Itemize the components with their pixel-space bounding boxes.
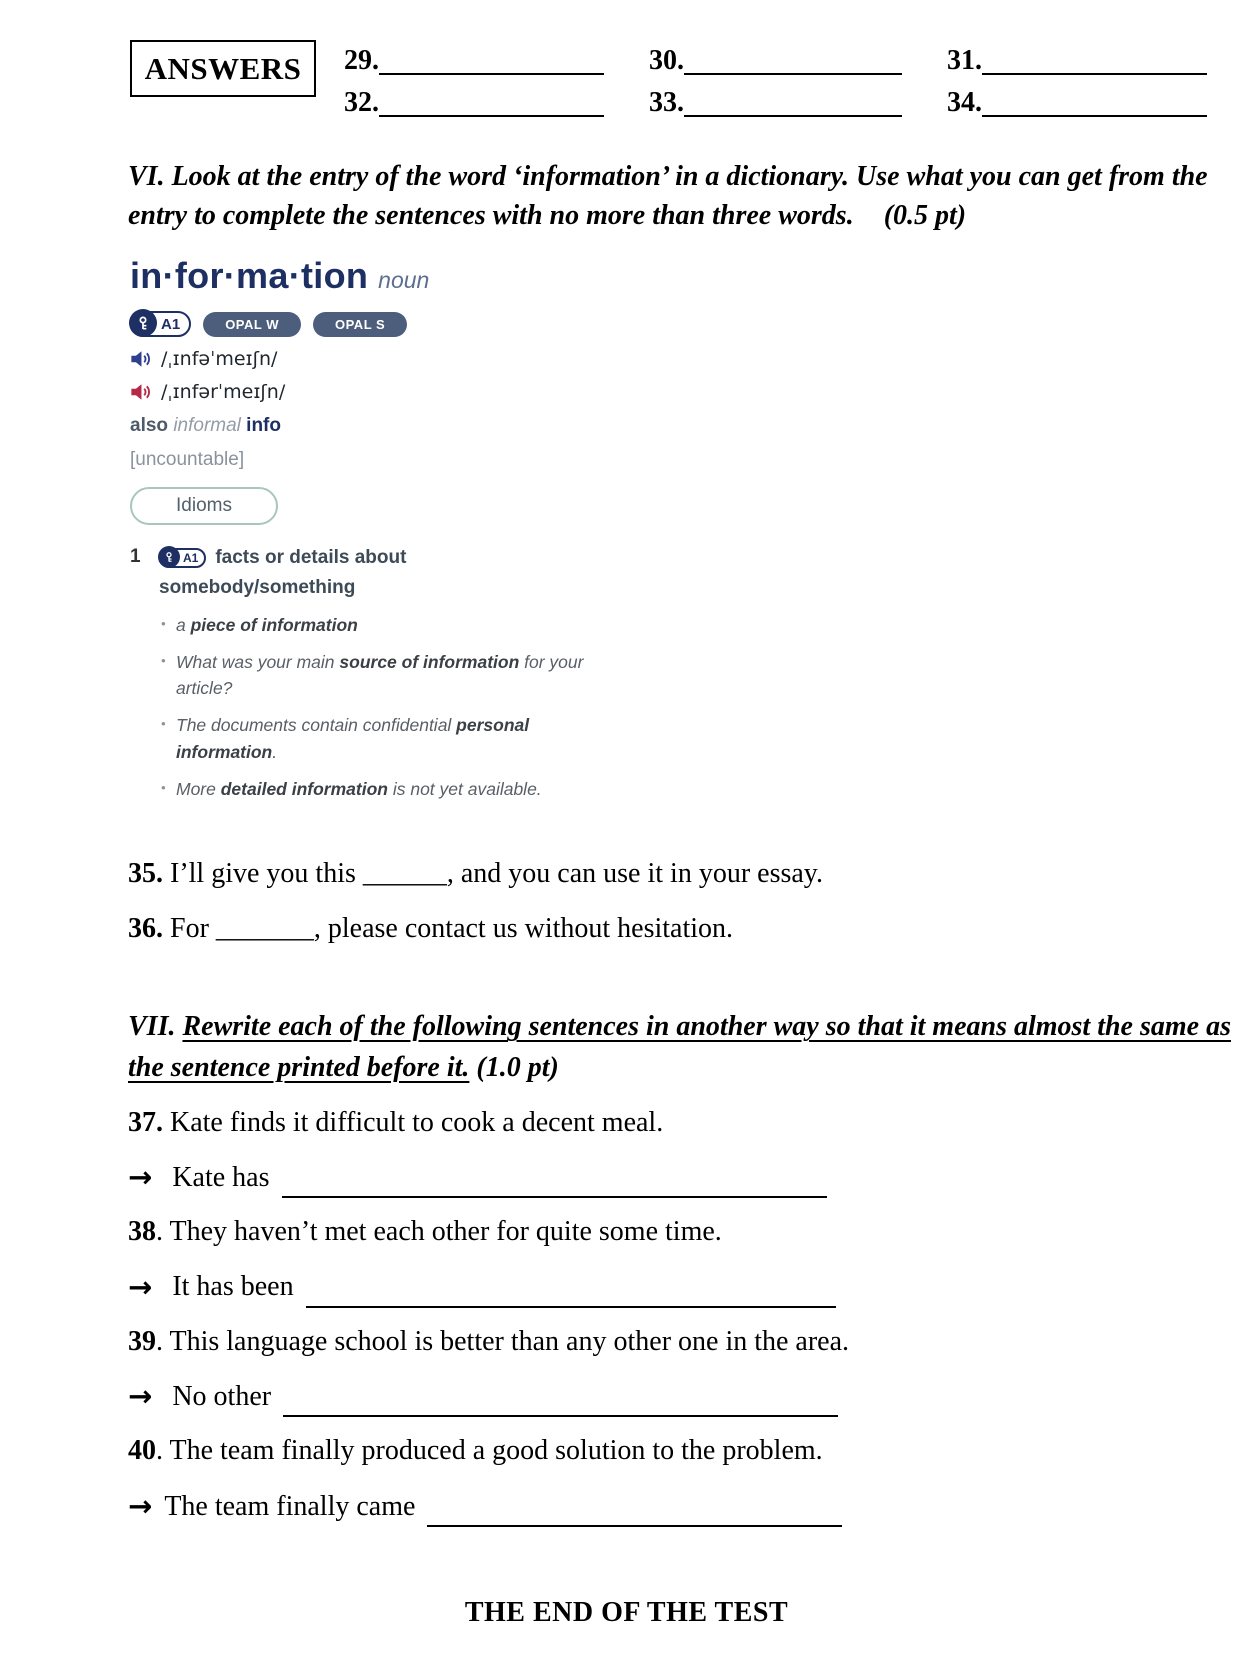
part-of-speech: noun — [378, 267, 430, 294]
rewrite-line-37 — [128, 1156, 1253, 1198]
section7-heading — [128, 1007, 1245, 1088]
pronunciation-uk-row — [130, 348, 675, 370]
question-39 — [128, 1322, 1253, 1363]
definition-text: facts or details about — [215, 547, 407, 569]
arrow-icon: → — [128, 1379, 153, 1414]
question-36 — [128, 909, 1253, 950]
blank-line — [379, 89, 604, 117]
example-text: for your article? — [176, 651, 584, 699]
example-item — [159, 612, 589, 638]
answer-number: 33. — [649, 87, 684, 118]
definition-text: somebody/something — [159, 577, 356, 599]
variant-word: info — [246, 415, 281, 437]
rewrite-line-39 — [128, 1375, 1253, 1417]
badge-row — [130, 311, 675, 337]
answer-number: 34. — [947, 87, 982, 118]
sense-body — [159, 545, 589, 802]
example-list — [159, 612, 589, 803]
section7-points: (1.0 pt) — [476, 1051, 559, 1083]
question-text: . They haven’t met each other for quite some time. — [156, 1216, 722, 1248]
rewrite-lead: The team finally came — [164, 1490, 416, 1522]
answer-blank-29 — [344, 38, 649, 75]
answer-number: 29. — [344, 45, 379, 76]
arrow-icon: → — [128, 1489, 153, 1524]
section6-points: (0.5 pt) — [883, 200, 967, 232]
sense-number: 1 — [130, 546, 141, 568]
also-label: also — [130, 415, 169, 437]
definition-line — [159, 545, 589, 571]
question-number: 36. — [128, 912, 163, 944]
example-text: The documents contain confidential — [176, 715, 457, 736]
level-label: A1 — [183, 551, 199, 566]
sense-level-badge — [159, 548, 206, 568]
key-icon — [158, 546, 180, 568]
rewrite-lead: No other — [172, 1380, 272, 1412]
question-text: For _______, please contact us without hesitation. — [163, 912, 734, 944]
section6-heading — [128, 157, 1245, 235]
blank-line — [282, 1160, 827, 1198]
blank-line — [982, 89, 1207, 117]
oxford-level-badge — [130, 311, 191, 337]
blank-line — [684, 47, 902, 75]
answer-blank-31 — [947, 38, 1209, 75]
answer-blanks-grid — [344, 38, 1209, 117]
blank-line — [982, 47, 1207, 75]
headword-row — [130, 255, 675, 297]
key-icon — [129, 309, 157, 337]
headword: in·for·ma·tion — [130, 255, 369, 297]
example-collocation: personal information — [176, 715, 530, 762]
answers-section — [130, 38, 1253, 117]
phonetic-uk: /ˌɪnfəˈmeɪʃn/ — [161, 348, 278, 371]
question-37 — [128, 1103, 1253, 1144]
also-row — [130, 415, 675, 437]
opal-written-badge[interactable]: OPAL W — [203, 312, 301, 337]
sense-1 — [130, 545, 675, 802]
answers-box — [130, 40, 316, 97]
question-number: 37. — [128, 1106, 163, 1138]
example-collocation: detailed information — [220, 778, 388, 799]
blank-line — [306, 1270, 836, 1308]
example-item — [159, 649, 589, 702]
grammar-label: [uncountable] — [130, 449, 245, 471]
question-38 — [128, 1212, 1253, 1253]
section6-heading-text: VI. Look at the entry of the word ‘information’ in a dictionary. Use what you can get from the entry to complete the sentences with no more than three words. — [128, 161, 1208, 232]
question-number: 39 — [128, 1325, 156, 1357]
rewrite-line-38 — [128, 1266, 1253, 1308]
section7-number: VII. — [128, 1011, 183, 1043]
end-of-test-label: THE END OF THE TEST — [464, 1597, 789, 1629]
answer-blank-30 — [649, 38, 947, 75]
example-text: What was your main — [176, 651, 340, 672]
example-collocation: piece of information — [190, 614, 358, 635]
answer-number: 30. — [649, 45, 684, 76]
level-label: A1 — [161, 315, 181, 333]
pronunciation-us-row — [130, 381, 675, 403]
example-text: is not yet available. — [387, 778, 542, 799]
question-text: . This language school is better than any other one in the area. — [156, 1325, 850, 1357]
rewrite-lead: It has been — [172, 1271, 294, 1303]
blank-line — [283, 1379, 838, 1417]
register-label: informal — [173, 415, 241, 437]
example-text: a — [176, 614, 191, 635]
question-35 — [128, 854, 1253, 895]
question-number: 38 — [128, 1216, 156, 1248]
question-text: I’ll give you this ______, and you can use it in your essay. — [163, 858, 823, 890]
arrow-icon: → — [128, 1269, 153, 1304]
example-text: . — [272, 741, 278, 762]
answer-blank-33 — [649, 80, 947, 117]
answers-label: ANSWERS — [144, 50, 302, 86]
example-text: More — [176, 778, 221, 799]
speaker-icon[interactable] — [130, 381, 152, 403]
opal-spoken-badge[interactable]: OPAL S — [313, 312, 407, 337]
arrow-icon: → — [128, 1160, 153, 1195]
answer-number: 32. — [344, 87, 379, 118]
answer-blank-34 — [947, 80, 1209, 117]
question-text: Kate finds it difficult to cook a decent meal. — [163, 1106, 664, 1138]
question-number: 35. — [128, 858, 163, 890]
question-text: . The team finally produced a good solution to the problem. — [156, 1435, 823, 1467]
example-item — [159, 776, 589, 802]
idioms-button[interactable]: Idioms — [130, 487, 278, 525]
question-40 — [128, 1431, 1253, 1472]
answer-number: 31. — [947, 45, 982, 76]
blank-line — [684, 89, 902, 117]
speaker-icon[interactable] — [130, 348, 152, 370]
section7-heading-text: Rewrite each of the following sentences in another way so that it means almost the same as the sentence printed before it. — [128, 1011, 1231, 1083]
blank-line — [427, 1489, 842, 1527]
rewrite-line-40 — [128, 1485, 1253, 1527]
example-collocation: source of information — [339, 651, 520, 672]
dictionary-entry — [130, 255, 675, 802]
phonetic-us: /ˌɪnfərˈmeɪʃn/ — [161, 381, 286, 404]
rewrite-lead: Kate has — [172, 1161, 270, 1193]
question-number: 40 — [128, 1435, 156, 1467]
blank-line — [379, 47, 604, 75]
answer-blank-32 — [344, 80, 649, 117]
example-item — [159, 712, 589, 765]
